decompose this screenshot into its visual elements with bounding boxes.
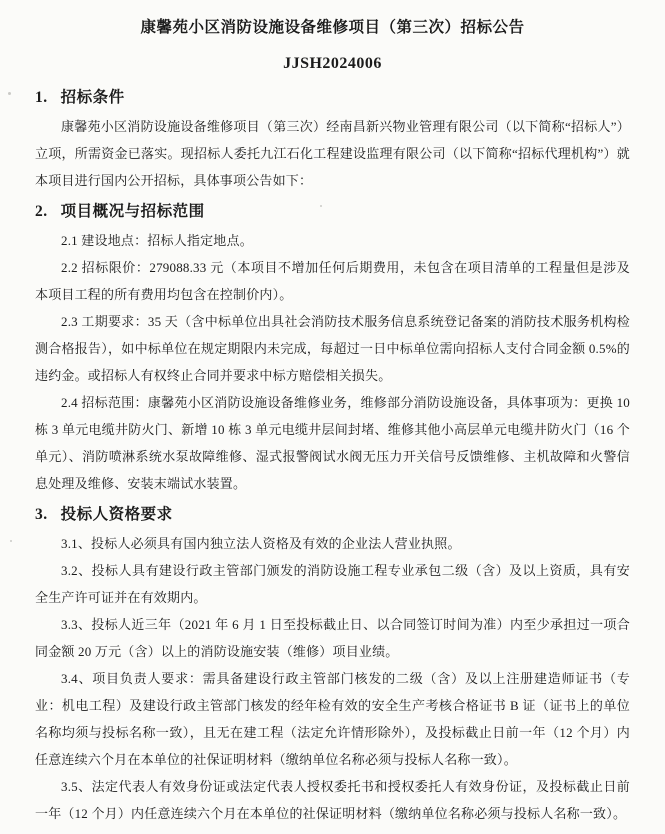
document-title: 康馨苑小区消防设施设备维修项目（第三次）招标公告 <box>140 19 525 36</box>
section-title: 项目概况与招标范围 <box>60 203 205 220</box>
section-heading-3 <box>35 503 630 527</box>
document-number: JJSH2024006 <box>283 55 382 72</box>
section-title: 招标条件 <box>60 89 125 106</box>
paragraph-2-4: 2.4 招标范围：康馨苑小区消防设施设备维修业务，维修部分消防设施设备，具体事项为：更换 10 栋 3 单元电缆井防火门、新增 10 栋 3 单元电缆井层间封堵、维修其他小高层单元电缆井防火门（16 个单元）、消防喷淋系统水泵故障维修、湿式报警阀试水阀无压力开关信号反馈维修、主机故障和火警信息处理及维修、安装末端试水装置。 <box>35 395 630 491</box>
paragraph-2-2: 2.2 招标限价：279088.33 元（本项目不增加任何后期费用，未包含在项目清单的工程量但是涉及本项目工程的所有费用均包含在控制价内）。 <box>35 260 630 302</box>
scan-speck <box>8 92 11 95</box>
section-number: 1. <box>35 89 48 106</box>
paragraph-3-1: 3.1、投标人必须具有国内独立法人资格及有效的企业法人营业执照。 <box>61 536 461 551</box>
section-heading-1 <box>35 86 630 110</box>
paragraph-3-3: 3.3、投标人近三年（2021 年 6 月 1 日至投标截止日、以合同签订时间为准）内至少承担过一项合同金额 20 万元（含）以上的消防设施安装（维修）项目业绩。 <box>35 617 630 659</box>
paragraph-3-5: 3.5、法定代表人有效身份证或法定代表人授权委托书和授权委托人有效身份证，及投标截止日前一年（12 个月）内任意连续六个月在本单位的社保证明材料（缴纳单位名称必须与投标人名称一致）。 <box>35 779 630 821</box>
paragraph-1-1: 康馨苑小区消防设施设备维修项目（第三次）经南昌新兴物业管理有限公司（以下简称“招标人”）立项，所需资金已落实。现招标人委托九江石化工程建设监理有限公司（以下简称“招标代理机构”）就本项目进行国内公开招标，具体事项公告如下： <box>35 119 630 188</box>
section-number: 2. <box>35 203 48 220</box>
document-body <box>35 86 630 827</box>
paragraph-2-3: 2.3 工期要求：35 天（含中标单位出具社会消防技术服务信息系统登记备案的消防技术服务机构检测合格报告），如中标单位在规定期限内未完成，每超过一日中标单位需向招标人支付合同金额 0.5%的违约金。或招标人有权终止合同并要求中标方赔偿相关损失。 <box>35 314 630 383</box>
scan-speck <box>320 205 322 207</box>
section-heading-2 <box>35 200 630 224</box>
section-title: 投标人资格要求 <box>60 506 173 523</box>
paragraph-3-4: 3.4、项目负责人要求：需具备建设行政主管部门核发的二级（含）及以上注册建造师证书（专业：机电工程）及建设行政主管部门核发的经年检有效的安全生产考核合格证书 B 证（证书上的单位名称均须与投标名称一致），且无在建工程（法定允许情形除外），及投标截止日前一年（12 个月）内任意连续六个月在本单位的社保证明材料（缴纳单位名称必须与投标人名称一致）。 <box>35 671 630 767</box>
scan-speck <box>10 540 12 542</box>
section-number: 3. <box>35 506 48 523</box>
paragraph-2-1: 2.1 建设地点：招标人指定地点。 <box>61 233 253 248</box>
paragraph-3-2: 3.2、投标人具有建设行政主管部门颁发的消防设施工程专业承包二级（含）及以上资质，具有安全生产许可证并在有效期内。 <box>35 563 630 605</box>
